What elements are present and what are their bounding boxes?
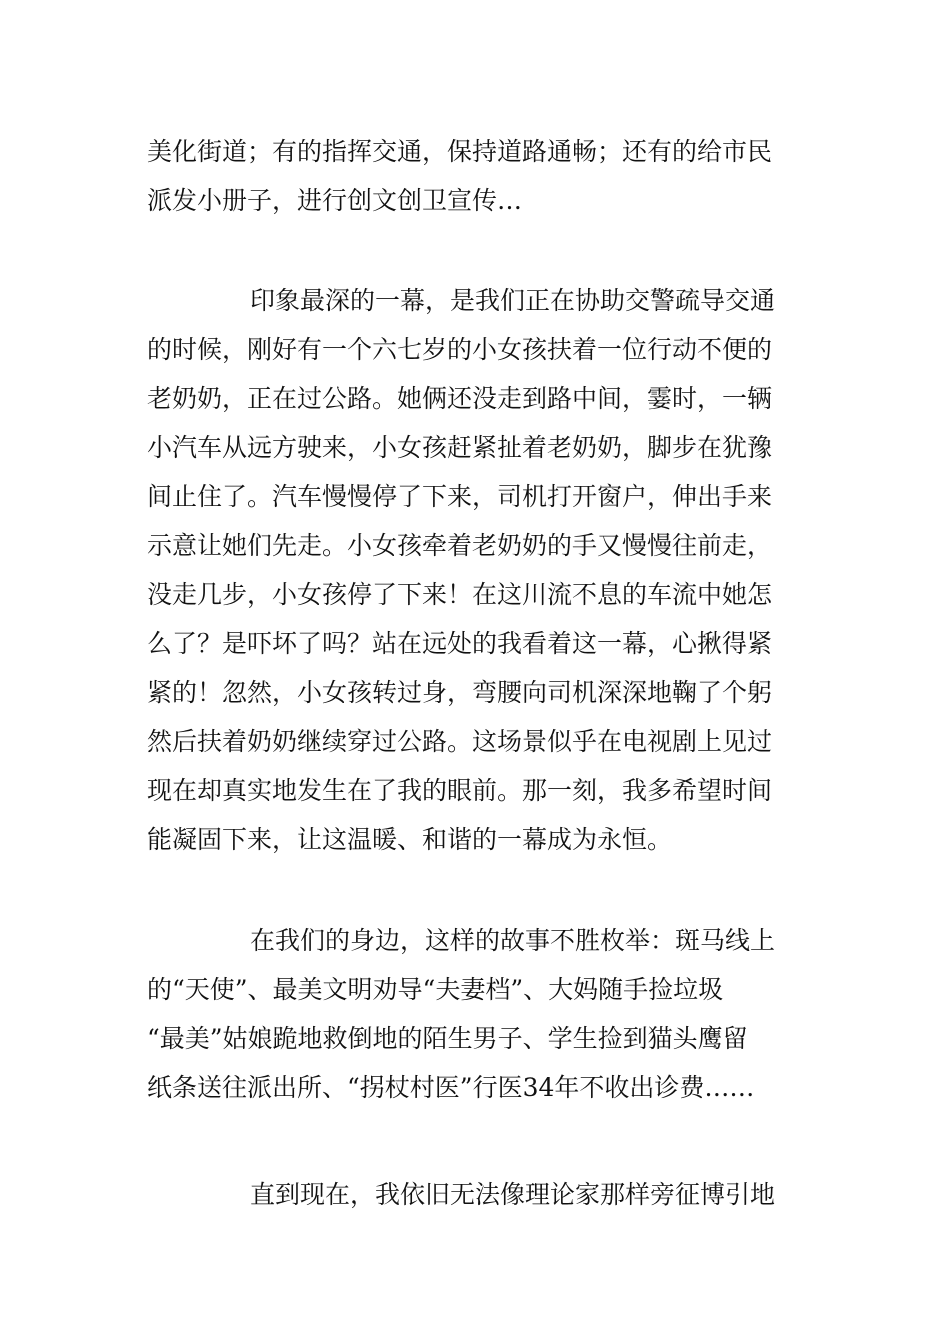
paragraph-line: 小汽车从远方驶来，小女孩赶紧扯着老奶奶，脚步在犹豫 <box>147 433 773 462</box>
paragraph-line: 间止住了。汽车慢慢停了下来，司机打开窗户，伸出手来 <box>147 482 773 511</box>
paragraph-first-line: 直到现在，我依旧无法像理论家那样旁征博引地 <box>250 1180 776 1209</box>
paragraph-first-line: 印象最深的一幕，是我们正在协助交警疏导交通 <box>250 286 776 315</box>
paragraph-line: 然后扶着奶奶继续穿过公路。这场景似乎在电视剧上见过 <box>147 727 773 756</box>
paragraph-2 <box>147 276 817 864</box>
paragraph-line: 纸条送往派出所、“拐杖村医”行医34年不收出诊费…… <box>147 1073 755 1102</box>
paragraph-line: 能凝固下来，让这温暖、和谐的一幕成为永恒。 <box>147 825 673 854</box>
paragraph-first-line: 在我们的身边，这样的故事不胜枚举：斑马线上 <box>250 926 776 955</box>
paragraph-4 <box>147 1170 817 1219</box>
paragraph-line: 的“天使”、最美文明劝导“夫妻档”、大妈随手捡垃圾 <box>147 975 724 1004</box>
paragraph-3 <box>147 916 817 1112</box>
paragraph-line: 示意让她们先走。小女孩牵着老奶奶的手又慢慢往前走， <box>147 531 773 560</box>
paragraph-line: 紧的！忽然，小女孩转过身，弯腰向司机深深地鞠了个躬 <box>147 678 773 707</box>
paragraph-line: “最美”姑娘跪地救倒地的陌生男子、学生捡到猫头鹰留 <box>147 1024 748 1053</box>
paragraph-line: 老奶奶，正在过公路。她俩还没走到路中间，霎时，一辆 <box>147 384 773 413</box>
paragraph-line: 么了？是吓坏了吗？站在远处的我看着这一幕，心揪得紧 <box>147 629 773 658</box>
paragraph-1 <box>147 127 817 225</box>
paragraph-line: 美化街道；有的指挥交通，保持道路通畅；还有的给市民 <box>147 137 773 166</box>
paragraph-line: 现在却真实地发生在了我的眼前。那一刻，我多希望时间 <box>147 776 773 805</box>
paragraph-line: 的时候，刚好有一个六七岁的小女孩扶着一位行动不便的 <box>147 335 773 364</box>
paragraph-line: 派发小册子，进行创文创卫宣传… <box>147 186 523 215</box>
paragraph-line: 没走几步，小女孩停了下来！在这川流不息的车流中她怎 <box>147 580 773 609</box>
